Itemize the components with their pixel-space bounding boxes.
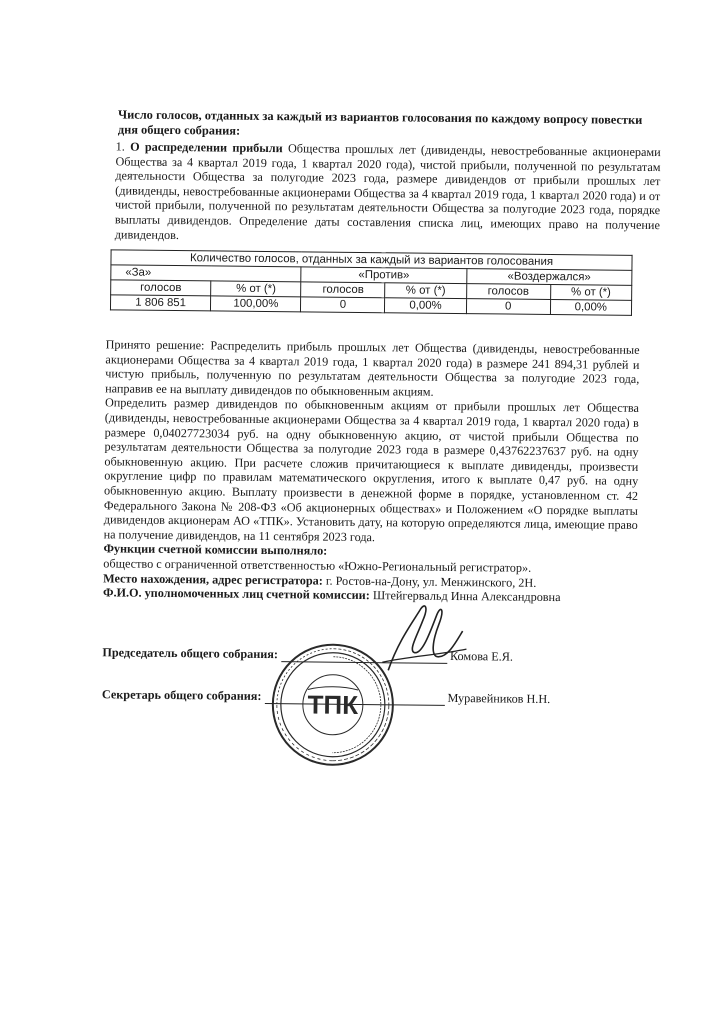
column-header: голосов — [111, 280, 211, 296]
agenda-title: О распределении прибыли — [130, 139, 283, 156]
seal-center-text: ТПК — [307, 689, 359, 720]
column-header: голосов — [301, 282, 385, 298]
company-seal — [267, 639, 398, 770]
votes-heading: Число голосов, отданных за каждый из вариантов голосования по каждому вопросу повестки дня общего собрания: — [117, 107, 643, 138]
table-cell: 0 — [466, 299, 550, 315]
secretary-label: Секретарь общего собрания: — [101, 687, 262, 703]
fio-label: Ф.И.О. уполномоченных лиц счетной комиссии: — [102, 585, 370, 603]
chair-name: Комова Е.Я. — [449, 648, 514, 664]
table-caption: Количество голосов, отданных за каждый из вариантов голосования — [111, 250, 632, 270]
counting-commission-label: Функции счетной комиссии выполняло: — [103, 541, 328, 558]
column-header: % от (*) — [211, 281, 301, 297]
chair-label: Председатель общего собрания: — [102, 645, 279, 662]
address-value: г. Ростов-на-Дону, ул. Менжинского, 2Н. — [322, 573, 537, 590]
option-abstain: «Воздержался» — [466, 269, 631, 286]
decision-block — [103, 337, 640, 605]
agenda-number: 1. — [115, 139, 125, 154]
agenda-item-1 — [115, 139, 661, 247]
fio-value: Штейгервальд Инна Александровна — [369, 588, 561, 605]
option-for: «За» — [111, 265, 302, 282]
secretary-name: Муравейников Н.Н. — [447, 690, 551, 707]
table-cell: 1 806 851 — [110, 295, 210, 311]
decision-paragraph: Принято решение: Распределить прибыль прошлых лет Общества (дивиденды, невостребованные акционерами Общества за 4 квартал 2019 года, 1 квартал 2020 года) в размере 241 894,31 рублей и чистую прибыль, полученную по результатам деятельности Общества за полугодие 2023 года, направив ее на выплату дивидендов по обыкновенным акциям. — [105, 337, 640, 399]
table-cell: 0,00% — [385, 298, 466, 314]
option-against: «Против» — [301, 267, 466, 284]
table-cell: 0 — [301, 297, 385, 313]
counting-commission-value: общество с ограниченной ответственностью «Южно-Региональный регистратор». — [103, 556, 532, 575]
dividend-paragraph: Определить размер дивидендов по обыкновенным акциям от прибыли прошлых лет Общества (дивиденды, невостребованные акционерами Общества за 4 квартал 2019 года, 1 квартал 2020 года) в размере 0,04027723034 руб. на одну обыкновенную акцию, от чистой прибыли Общества по результатам деятельности Общества за полугодие 2023 года в размере 0,43762237637 руб. на одну обыкновенную акцию. При расчете сложив причитающиеся к выплате дивиденды, произвести округление цифр по правилам математического округления, итого к выплате 0,47 руб. на одну обыкновенную акцию. Выплату произвести в денежной форме в порядке, установленном ст. 42 Федерального Закона № 208-ФЗ «Об акционерных обществах» и Положением «О порядке выплаты дивидендов акционерам АО «ТПК». Установить дату, на которую определяются лица, имеющие право на получение дивидендов, на 11 сентября 2023 года. — [103, 395, 640, 544]
agenda-text: Общества прошлых лет (дивиденды, невостребованные акционерами Общества за 4 квартал 2019 года, 1 квартал 2020 года), чистой прибыли, полученной по результатам деятельности Общества за полугодие 2023 года, размере дивидендов от прибыли прошлых лет (дивиденды, невостребованные акционерами Общества за 4 квартал 2019 года, 1 квартал 2020 года) и от чистой прибыли, полученной по результатам деятельности Общества за полугодие 2023 года, порядке выплаты дивидендов. Определение даты составления списка лиц, имеющих право на получение дивидендов. — [114, 141, 661, 242]
column-header: % от (*) — [550, 284, 632, 300]
column-header: % от (*) — [385, 283, 466, 299]
address-label: Место нахождения, адрес регистратора: — [103, 570, 323, 588]
table-cell: 100,00% — [211, 296, 301, 312]
column-header: голосов — [466, 284, 550, 300]
votes-table — [110, 249, 633, 315]
table-cell: 0,00% — [550, 299, 632, 315]
